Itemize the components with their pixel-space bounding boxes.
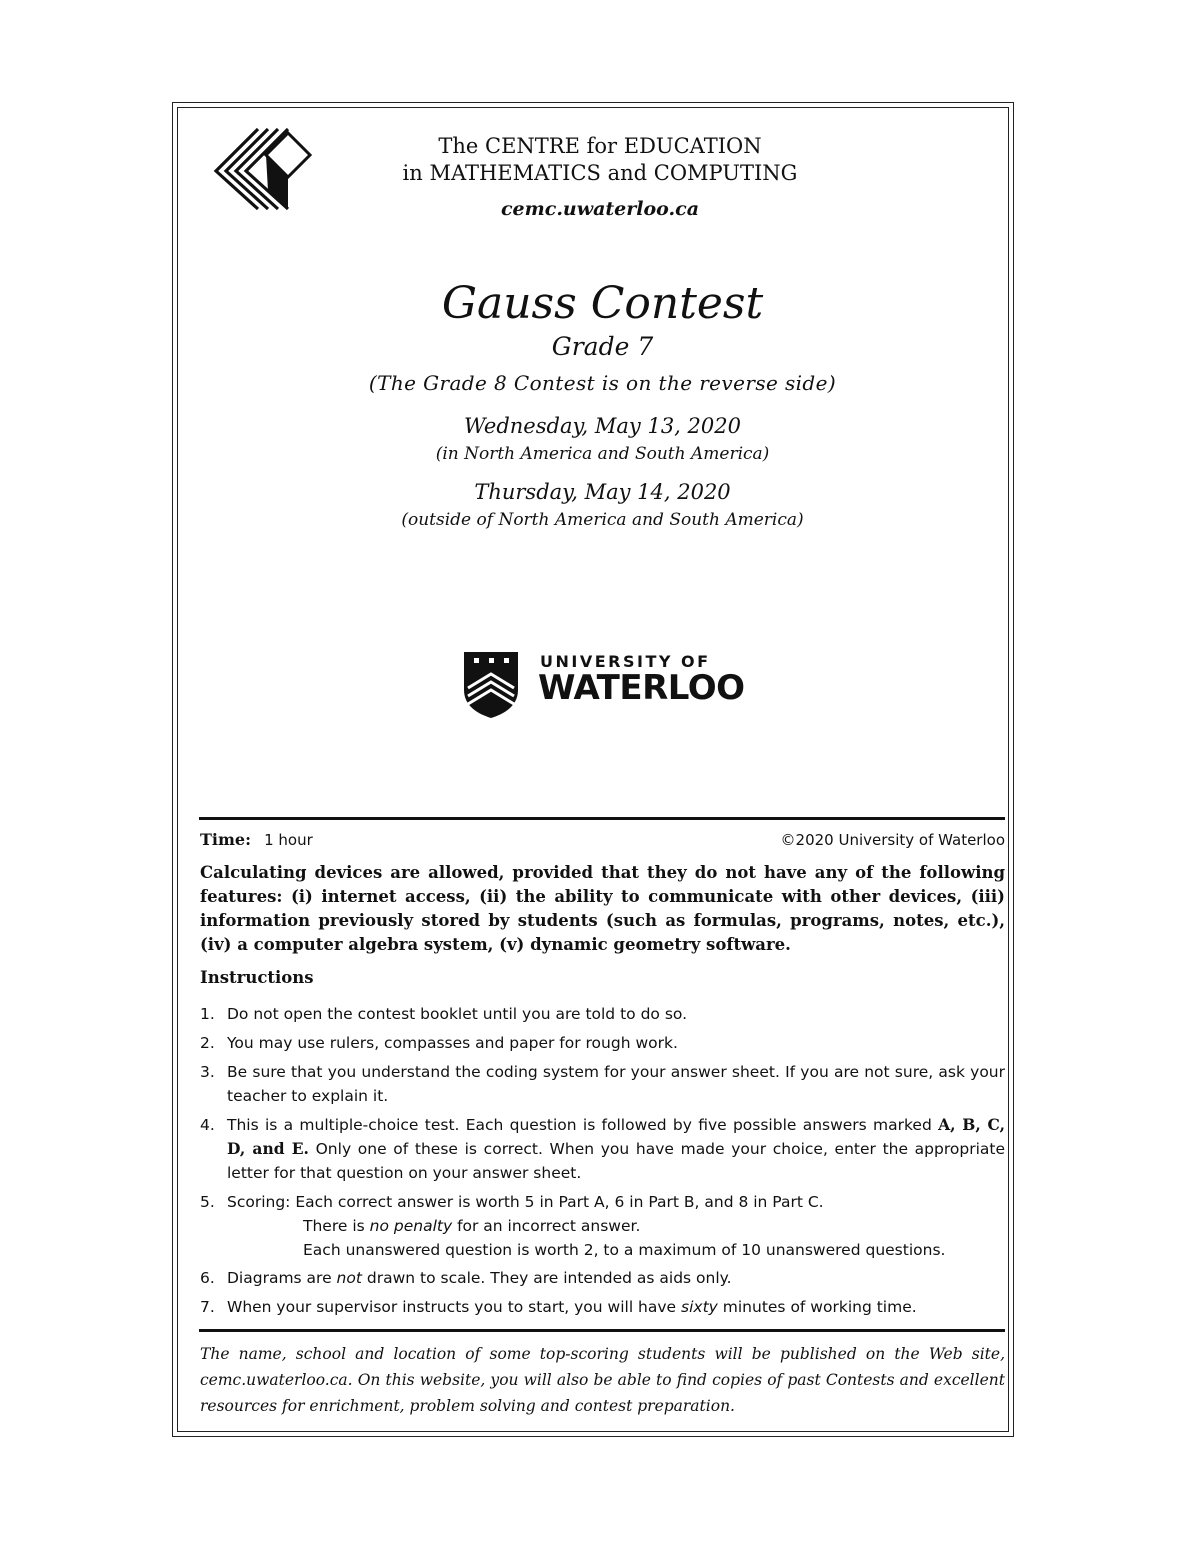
item-text-a: Diagrams are [227,1269,337,1287]
scoring-line3: Each unanswered question is worth 2, to a maximum of 10 unanswered questions. [303,1241,946,1259]
time-label: Time: [200,830,251,849]
item-number: 7. [200,1298,215,1316]
website-url: cemc.uwaterloo.ca [500,198,700,220]
grade-label: Grade 7 [551,332,654,361]
org-name-line2: in MATHEMATICS and COMPUTING [402,161,798,185]
not-emphasis: not [336,1269,362,1287]
calculator-policy: Calculating devices are allowed, provided that they do not have any of the following features: (i) internet access, (ii) the ability to communicate with other devices, (iii) information previously stored by students (such as formulas, programs, notes, etc.), (iv) a computer algebra system, (v) dynamic geometry software. [200,863,1005,954]
scoring-line2-b: for an incorrect answer. [452,1217,641,1235]
uw-shield-icon [462,650,522,720]
divider-top [199,817,1005,820]
item-number: 2. [200,1034,215,1052]
uw-wordmark-line2: WATERLOO [538,668,745,708]
org-name-line1: The CENTRE for EDUCATION [438,134,762,158]
scoring-line2 [227,1214,1005,1238]
instructions-heading: Instructions [200,968,314,987]
date-americas: Wednesday, May 13, 2020 [464,414,741,438]
no-penalty-emphasis: no penalty [369,1217,453,1235]
answer-letters: A, B, C, D, and E. [227,1115,1005,1158]
item-text: Be sure that you understand the coding system for your answer sheet. If you are not sure, ask your teacher to explain it. [227,1063,1005,1105]
item-text [227,1190,1005,1262]
divider-bottom [199,1329,1005,1332]
item-text-b: drawn to scale. They are intended as aids only. [361,1269,732,1287]
copyright: ©2020 University of Waterloo [780,831,1005,849]
region-outside: (outside of North America and South America) [401,510,804,530]
item-number: 4. [200,1116,215,1134]
item-text-a: This is a multiple-choice test. Each question is followed by five possible answers marked [227,1116,932,1134]
uw-wordmark-line1: UNIVERSITY OF [540,652,711,671]
item-number: 6. [200,1269,215,1287]
region-americas: (in North America and South America) [435,444,770,464]
item-text: Do not open the contest booklet until you are told to do so. [227,1005,688,1023]
reverse-side-note: (The Grade 8 Contest is on the reverse side) [368,371,837,395]
footer-note: The name, school and location of some top-scoring students will be published on the Web site, cemc.uwaterloo.ca. On this website, you will also be able to find copies of past Contests and excellent resources for enrichment, problem solving and contest preparation. [200,1345,1005,1415]
item-text-b: minutes of working time. [717,1298,917,1316]
time-value: 1 hour [264,831,313,849]
scoring-line1: Scoring: Each correct answer is worth 5 in Part A, 6 in Part B, and 8 in Part C. [227,1193,824,1211]
item-text: You may use rulers, compasses and paper for rough work. [227,1034,678,1052]
item-text [227,1113,1005,1185]
item-text [227,1295,1005,1319]
item-number: 3. [200,1063,215,1081]
item-number: 1. [200,1005,215,1023]
time-row [200,828,1005,852]
scoring-line2-a: There is [303,1217,370,1235]
item-text-b: Only one of these is correct. When you have made your choice, enter the appropriate letter for that question on your answer sheet. [227,1140,1005,1182]
item-number: 5. [200,1193,215,1211]
item-text [227,1266,1005,1290]
sixty-emphasis: sixty [681,1298,718,1316]
date-outside: Thursday, May 14, 2020 [474,480,731,504]
contest-title: Gauss Contest [441,278,764,329]
item-text-a: When your supervisor instructs you to start, you will have [227,1298,682,1316]
